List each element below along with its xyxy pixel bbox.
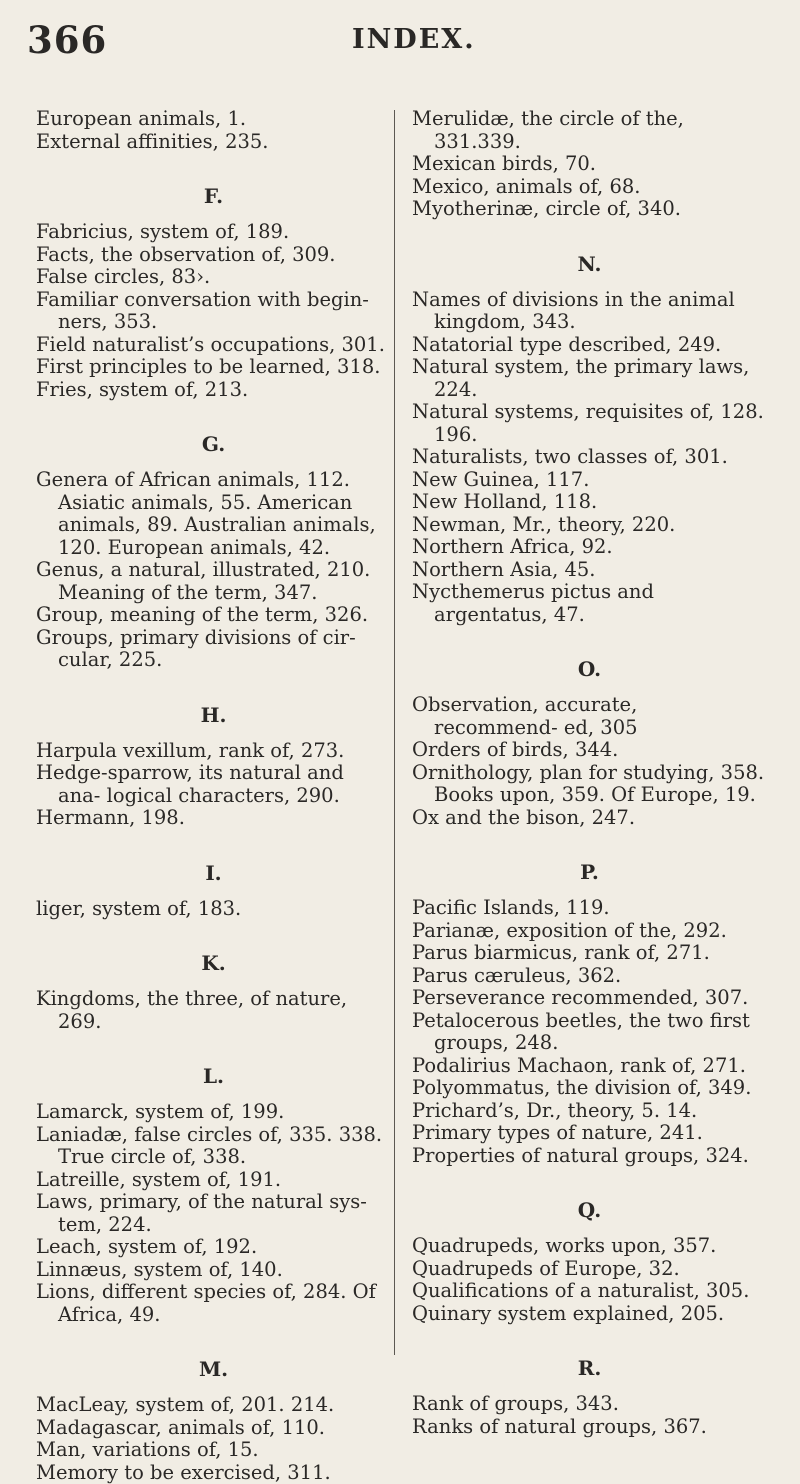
index-entry: Ox and the bison, 247. (412, 807, 767, 830)
index-entry: Petalocerous beetles, the two first groups, 248. (412, 1010, 767, 1055)
index-entry: MacLeay, system of, 201. 214. (36, 1394, 391, 1417)
index-section (412, 1185, 767, 1325)
index-section (36, 690, 391, 830)
index-entry: Ranks of natural groups, 367. (412, 1416, 767, 1439)
index-entry: Parus cæruleus, 362. (412, 965, 767, 988)
index-entry: Natural system, the primary laws, 224. (412, 356, 767, 401)
index-entry: Orders of birds, 344. (412, 739, 767, 762)
index-section (36, 171, 391, 401)
index-entry: Pacific Islands, 119. (412, 897, 767, 920)
index-entry: Madagascar, animals of, 110. (36, 1417, 391, 1440)
index-entry: liger, system of, 183. (36, 898, 391, 921)
index-entry: European animals, 1. (36, 108, 391, 131)
index-entry: Myotherinæ, circle of, 340. (412, 198, 767, 221)
index-section (36, 1051, 391, 1326)
index-entry: Man, variations of, 15. (36, 1439, 391, 1462)
index-entry: Primary types of nature, 241. (412, 1122, 767, 1145)
index-section (36, 938, 391, 1033)
index-entry: New Holland, 118. (412, 491, 767, 514)
index-entry: Parianæ, exposition of the, 292. (412, 920, 767, 943)
index-entry: Hedge-sparrow, its natural and ana- logical characters, 290. (36, 762, 391, 807)
index-entry: Field naturalist’s occupations, 301. (36, 334, 391, 357)
index-entry: Properties of natural groups, 324. (412, 1145, 767, 1168)
index-entry: Rank of groups, 343. (412, 1393, 767, 1416)
index-entry: New Guinea, 117. (412, 469, 767, 492)
index-entry: Natatorial type described, 249. (412, 334, 767, 357)
index-entry: Parus biarmicus, rank of, 271. (412, 942, 767, 965)
section-letter-heading: I. (36, 848, 391, 898)
index-entry: Genera of African animals, 112. Asiatic animals, 55. American animals, 89. Australian animals, 120. European animals, 42. (36, 469, 391, 559)
section-letter-heading: L. (36, 1051, 391, 1101)
index-entry: Laniadæ, false circles of, 335. 338. True circle of, 338. (36, 1124, 391, 1169)
index-section (36, 848, 391, 921)
index-section (412, 108, 767, 221)
index-section (412, 847, 767, 1167)
index-entry: Nycthemerus pictus and argentatus, 47. (412, 581, 767, 626)
index-entry: Merulidæ, the circle of the, 331.339. (412, 108, 767, 153)
index-entry: External affinities, 235. (36, 131, 391, 154)
index-entry: Mexico, animals of, 68. (412, 176, 767, 199)
running-title: INDEX. (352, 24, 476, 55)
index-entry: Observation, accurate, recommend- ed, 305 (412, 694, 767, 739)
index-entry: Harpula vexillum, rank of, 273. (36, 740, 391, 763)
section-letter-heading: N. (412, 239, 767, 289)
index-entry: Genus, a natural, illustrated, 210. Meaning of the term, 347. (36, 559, 391, 604)
index-entry: Quadrupeds of Europe, 32. (412, 1258, 767, 1281)
column-divider (394, 110, 395, 1355)
index-entry: Perseverance recommended, 307. (412, 987, 767, 1010)
index-entry: Linnæus, system of, 140. (36, 1259, 391, 1282)
index-section (412, 239, 767, 627)
index-entry: Ornithology, plan for studying, 358. Books upon, 359. Of Europe, 19. (412, 762, 767, 807)
index-entry: Natural systems, requisites of, 128. 196. (412, 401, 767, 446)
index-entry: Lions, different species of, 284. Of Africa, 49. (36, 1281, 391, 1326)
section-letter-heading: O. (412, 644, 767, 694)
index-entry: Fries, system of, 213. (36, 379, 391, 402)
index-entry: Northern Africa, 92. (412, 536, 767, 559)
index-entry: Hermann, 198. (36, 807, 391, 830)
index-entry: Quinary system explained, 205. (412, 1303, 767, 1326)
index-entry: Podalirius Machaon, rank of, 271. (412, 1055, 767, 1078)
index-section (36, 108, 391, 153)
index-entry: Laws, primary, of the natural sys- tem, 224. (36, 1191, 391, 1236)
index-entry: Quadrupeds, works upon, 357. (412, 1235, 767, 1258)
index-entry: Groups, primary divisions of cir- cular, 225. (36, 627, 391, 672)
index-entry: Polyommatus, the division of, 349. (412, 1077, 767, 1100)
index-column-left (36, 108, 391, 1484)
index-entry: Prichard’s, Dr., theory, 5. 14. (412, 1100, 767, 1123)
section-letter-heading: Q. (412, 1185, 767, 1235)
index-entry: Names of divisions in the animal kingdom, 343. (412, 289, 767, 334)
section-letter-heading: H. (36, 690, 391, 740)
index-column-right (412, 108, 767, 1438)
section-letter-heading: F. (36, 171, 391, 221)
index-section (412, 1343, 767, 1438)
section-letter-heading: G. (36, 419, 391, 469)
index-entry: Naturalists, two classes of, 301. (412, 446, 767, 469)
section-letter-heading: R. (412, 1343, 767, 1393)
section-letter-heading: M. (36, 1344, 391, 1394)
index-entry: Fabricius, system of, 189. (36, 221, 391, 244)
index-entry: Familiar conversation with begin- ners, 353. (36, 289, 391, 334)
index-entry: False circles, 83›. (36, 266, 391, 289)
index-entry: Lamarck, system of, 199. (36, 1101, 391, 1124)
index-entry: Memory to be exercised, 311. (36, 1462, 391, 1484)
index-section (36, 419, 391, 672)
page-number: 366 (27, 18, 107, 62)
index-entry: Leach, system of, 192. (36, 1236, 391, 1259)
index-entry: Northern Asia, 45. (412, 559, 767, 582)
section-letter-heading: K. (36, 938, 391, 988)
index-entry: First principles to be learned, 318. (36, 356, 391, 379)
index-section (36, 1344, 391, 1484)
index-entry: Newman, Mr., theory, 220. (412, 514, 767, 537)
index-entry: Qualifications of a naturalist, 305. (412, 1280, 767, 1303)
index-section (412, 644, 767, 829)
index-entry: Mexican birds, 70. (412, 153, 767, 176)
section-letter-heading: P. (412, 847, 767, 897)
index-entry: Group, meaning of the term, 326. (36, 604, 391, 627)
index-entry: Kingdoms, the three, of nature, 269. (36, 988, 391, 1033)
index-entry: Facts, the observation of, 309. (36, 244, 391, 267)
index-entry: Latreille, system of, 191. (36, 1169, 391, 1192)
